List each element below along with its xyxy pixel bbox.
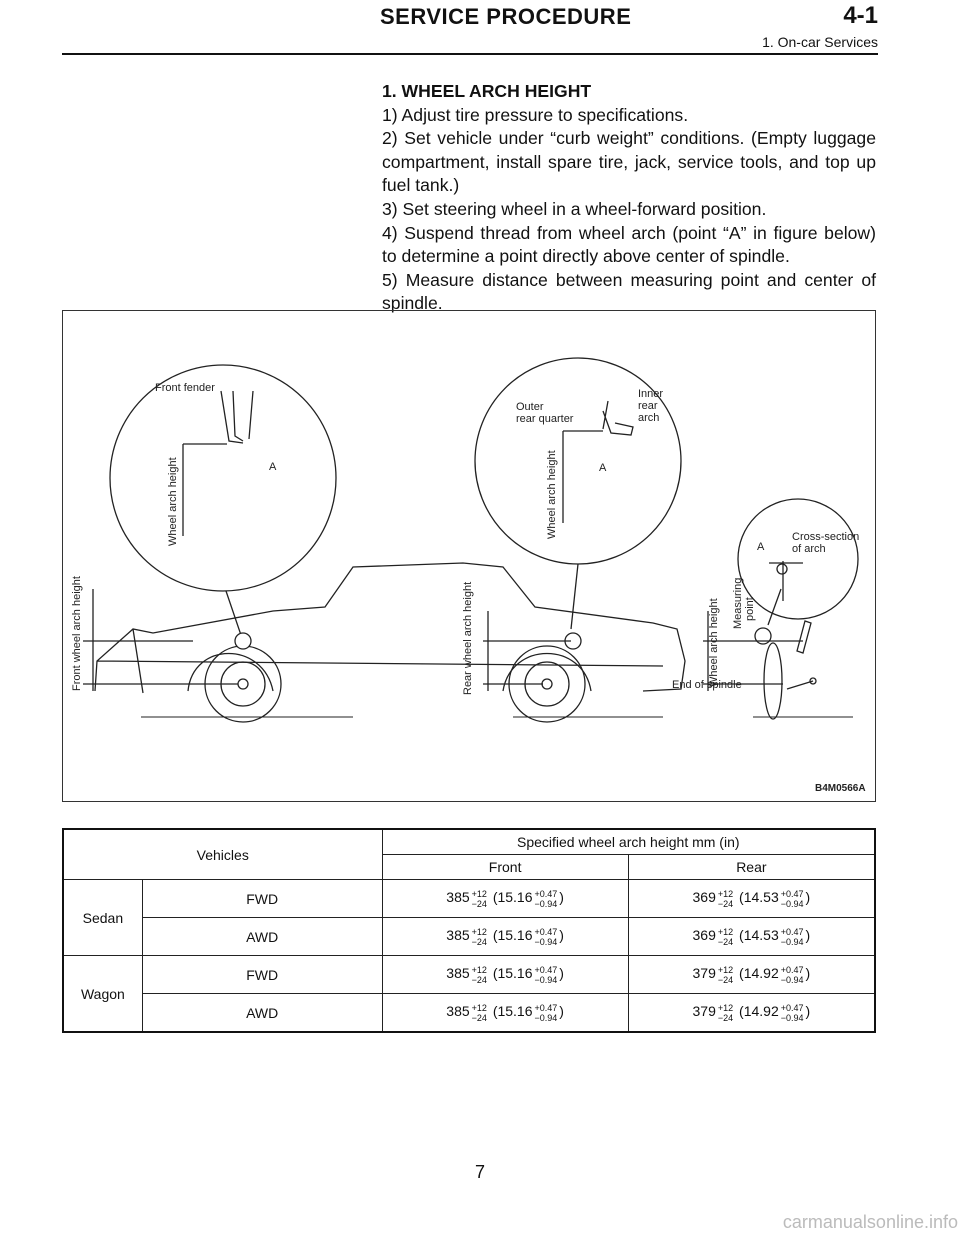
rear-value: 369 +12 −24 (14.53 +0.47 −0.94 ) — [628, 918, 875, 956]
page-number: 7 — [474, 1162, 485, 1182]
label-wheel-arch-height-spindle: Wheel arch height — [708, 598, 720, 687]
group-wagon: Wagon — [63, 956, 142, 1033]
col-front: Front — [382, 855, 628, 880]
vehicle-diagram — [63, 311, 877, 803]
label-cross-2: of arch — [792, 543, 826, 555]
front-value: 385 +12 −24 (15.16 +0.47 −0.94 ) — [382, 994, 628, 1033]
col-vehicles: Vehicles — [63, 829, 382, 880]
car-body — [95, 563, 685, 693]
figure-id: B4M0566A — [815, 783, 866, 794]
col-spec: Specified wheel arch height mm (in) — [382, 829, 875, 855]
section-heading: 1. WHEEL ARCH HEIGHT — [382, 81, 592, 101]
front-value: 385 +12 −24 (15.16 +0.47 −0.94 ) — [382, 918, 628, 956]
label-outer-2: rear quarter — [516, 413, 574, 425]
section-code: 4-1 — [843, 2, 878, 29]
col-rear: Rear — [628, 855, 875, 880]
header-rule — [62, 53, 878, 55]
label-inner-1: Inner — [638, 388, 664, 400]
table-row — [63, 956, 875, 994]
drive-cell: FWD — [142, 956, 382, 994]
spec-table — [62, 828, 876, 1033]
wheel-arch-figure — [62, 310, 876, 802]
rear-value: 369 +12 −24 (14.53 +0.47 −0.94 ) — [628, 880, 875, 918]
step-1: 1) Adjust tire pressure to specifications. — [382, 104, 689, 125]
label-wheel-arch-height-rear: Wheel arch height — [546, 450, 558, 539]
label-cross-1: Cross-section — [792, 531, 860, 543]
drive-cell: AWD — [142, 994, 382, 1033]
front-value: 385 +12 −24 (15.16 +0.47 −0.94 ) — [382, 956, 628, 994]
front-detail-circle — [110, 365, 336, 591]
drive-cell: FWD — [142, 880, 382, 918]
page-title: SERVICE PROCEDURE — [380, 4, 632, 29]
procedure-text — [382, 80, 876, 316]
rear-value: 379 +12 −24 (14.92 +0.47 −0.94 ) — [628, 994, 875, 1033]
label-inner-3: arch — [638, 412, 660, 424]
label-measuring-1: Measuring — [732, 577, 744, 629]
label-a-cross: A — [757, 541, 765, 553]
step-2: 2) Set vehicle under “curb weight” conditions. (Empty luggage compartment, install spare tire, jack, service tools, and top up fuel tank.) — [382, 128, 876, 196]
label-a-front: A — [269, 461, 277, 473]
front-wheel-arch — [188, 654, 273, 692]
label-outer-1: Outer — [516, 401, 544, 413]
step-4: 4) Suspend thread from wheel arch (point “A” in figure below) to determine a point directly above center of spindle. — [382, 222, 876, 267]
label-wheel-arch-height-front: Wheel arch height — [167, 457, 179, 546]
section-subtitle: 1. On-car Services — [762, 34, 878, 50]
footer-watermark: carmanualsonline.info — [782, 1212, 958, 1232]
label-front-fender: Front fender — [155, 382, 215, 394]
drive-cell: AWD — [142, 918, 382, 956]
label-end-of-spindle: End of spindle — [672, 679, 742, 691]
step-3: 3) Set steering wheel in a wheel-forward position. — [382, 198, 767, 219]
cross-section-circle — [738, 499, 858, 619]
table-row — [63, 918, 875, 956]
rear-value: 379 +12 −24 (14.92 +0.47 −0.94 ) — [628, 956, 875, 994]
label-inner-2: rear — [638, 400, 658, 412]
step-5: 5) Measure distance between measuring point and center of spindle. — [382, 269, 876, 314]
label-measuring-2: point — [744, 597, 756, 621]
front-value: 385 +12 −24 (15.16 +0.47 −0.94 ) — [382, 880, 628, 918]
table-row — [63, 880, 875, 918]
table-row — [63, 994, 875, 1033]
rear-wheel-arch — [503, 654, 591, 692]
label-front-wheel-arch-height: Front wheel arch height — [71, 576, 83, 691]
label-a-rear: A — [599, 462, 607, 474]
group-sedan: Sedan — [63, 880, 142, 956]
label-rear-wheel-arch-height: Rear wheel arch height — [462, 581, 474, 695]
